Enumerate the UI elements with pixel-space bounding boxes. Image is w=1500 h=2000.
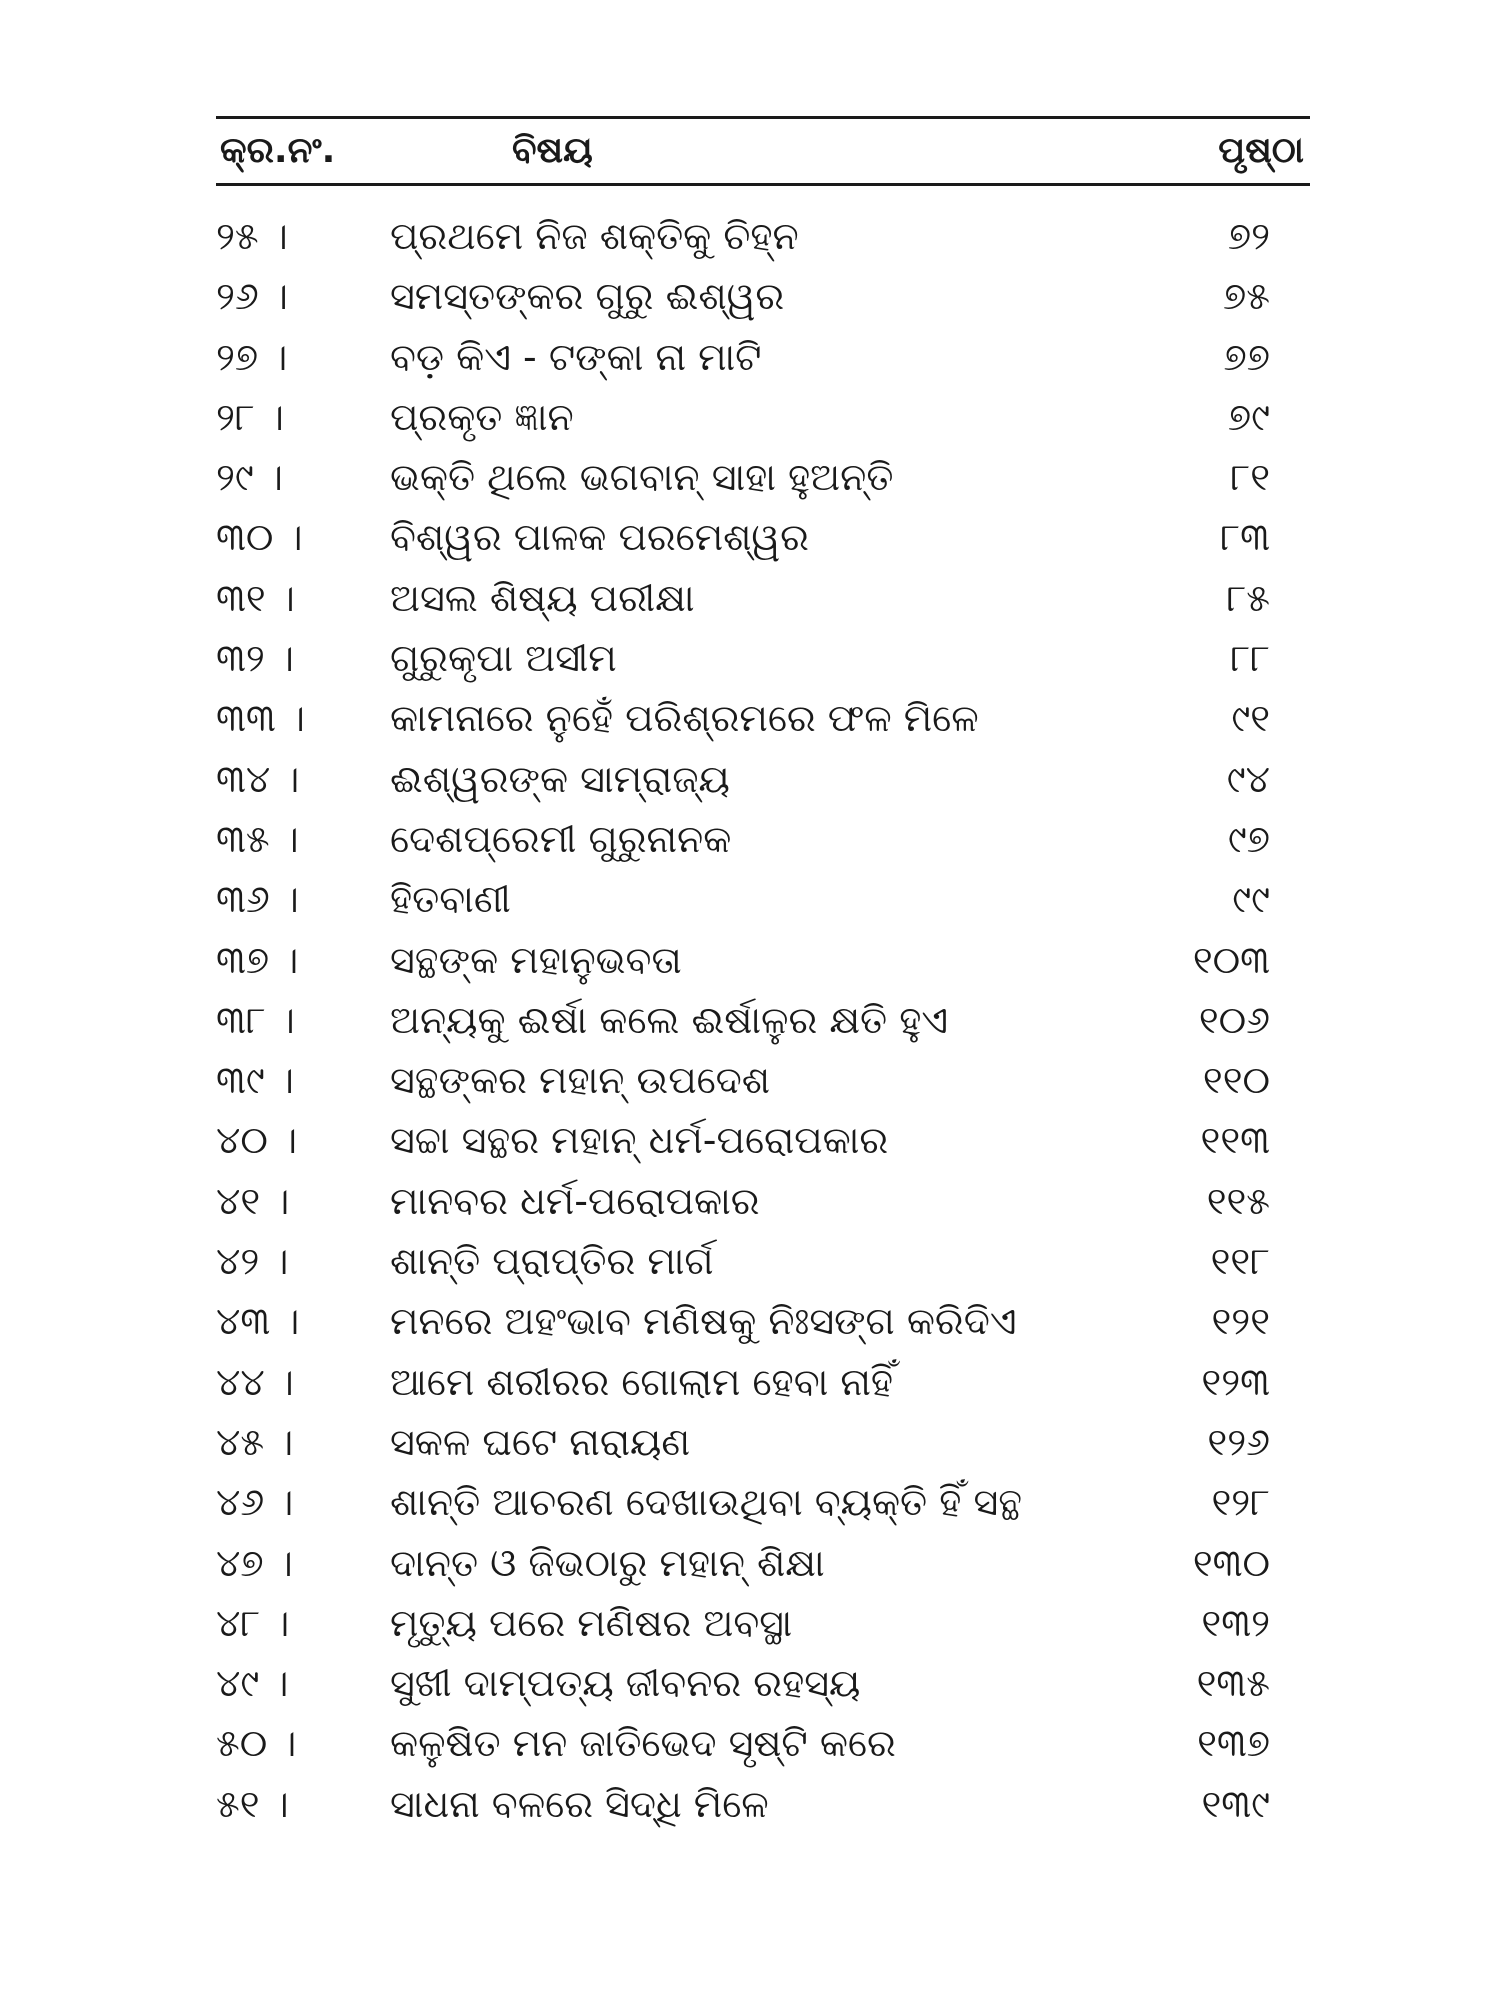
toc-row [216,869,1310,929]
toc-row [216,1231,1310,1291]
toc-row-title: କଳୁଷିତ ମନ ଜାତିଭେଦ ସୃଷ୍ଟି କରେ [390,1721,896,1766]
toc-row [216,990,1310,1050]
toc-row [216,568,1310,628]
toc-row [216,1774,1310,1834]
toc-row [216,930,1310,990]
toc-row [216,447,1310,507]
toc-row-title: ପ୍ରଥମେ ନିଜ ଶକ୍ତିକୁ ଚିହ୍ନ [390,214,799,258]
toc-row [216,327,1310,387]
toc-row-number: ୪୭ । [216,1540,293,1585]
toc-row-title: ଦାନ୍ତ ଓ ଜିଭଠାରୁ ମହାନ୍ ଶିକ୍ଷା [390,1540,825,1585]
toc-row-number: ୩୨ । [216,636,294,681]
toc-row-page: ୯୯ [1232,877,1270,922]
toc-row-number: ୪୮ । [216,1600,290,1645]
toc-row-title: ମନରେ ଅହଂଭାବ ମଣିଷକୁ ନିଃସଙ୍ଗ କରିଦିଏ [390,1299,1017,1344]
toc-row-page: ୧୧୩ [1200,1118,1270,1163]
toc-row-title: ଗୁରୁକୃପା ଅସୀମ [390,636,617,681]
toc-row-number: ୩୪ । [216,756,300,801]
toc-row-number: ୪୫ । [216,1419,294,1464]
toc-row [216,688,1310,748]
toc-row-page: ୧୩୨ [1201,1600,1270,1645]
toc-header-row [216,119,1310,183]
toc-row [216,1110,1310,1170]
toc-row-number: ୩୩ । [216,696,305,741]
toc-row-page: ୭୯ [1227,394,1270,439]
toc-row-page: ୧୧୫ [1206,1178,1270,1223]
toc-row-number: ୪୬ । [216,1480,294,1525]
toc-row-page: ୭୭ [1223,334,1270,379]
toc-row-title: ଈଶ୍ୱରଙ୍କ ସାମ୍ରାଜ୍ୟ [390,756,730,801]
toc-row-number: ୪୯ । [216,1661,289,1706]
toc-row-title: ହିତବାଣୀ [390,877,511,922]
toc-row-page: ୧୨୮ [1211,1480,1270,1525]
toc-row-page: ୧୩୦ [1192,1540,1270,1585]
toc-row-title: ଦେଶପ୍ରେମୀ ଗୁରୁନାନକ [390,816,732,861]
header-bottom-rule [216,183,1310,186]
toc-row-title: ମୃତ୍ୟୁ ପରେ ମଣିଷର ଅବସ୍ଥା [390,1600,793,1645]
header-serial-number: କ୍ର.ନଂ. [220,130,336,171]
toc-row [216,1171,1310,1231]
toc-row [216,1412,1310,1472]
toc-row-title: ପ୍ରକୃତ ଜ୍ଞାନ [390,394,574,439]
toc-row-page: ୧୦୬ [1198,997,1270,1042]
toc-row-page: ୧୩୫ [1196,1661,1270,1706]
toc-row-title: ଭକ୍ତି ଥିଲେ ଭଗବାନ୍ ସାହା ହୁଅନ୍ତି [390,455,894,500]
toc-row-page: ୧୧୦ [1202,1058,1270,1103]
toc-row-title: ସକଳ ଘଟେ ନାରାୟଣ [390,1419,691,1464]
toc-row-title: କାମନାରେ ନୁହେଁ ପରିଶ୍ରମରେ ଫଳ ମିଳେ [390,696,979,741]
toc-row-page: ୮୩ [1220,515,1270,560]
toc-row [216,1713,1310,1773]
toc-row-page: ୯୧ [1231,696,1270,741]
toc-row-title: ସନ୍ଥଙ୍କ ମହାନୁଭବତା [390,937,682,982]
header-subject: ବିଷୟ [512,130,593,171]
toc-row-title: ଶାନ୍ତି ଆଚରଣ ଦେଖାଉଥିବା ବ୍ୟକ୍ତି ହିଁ ସନ୍ଥ [390,1480,1023,1525]
toc-row-title: ବିଶ୍ୱର ପାଳକ ପରମେଶ୍ୱର [390,515,809,560]
toc-row-number: ୪୧ । [216,1178,290,1223]
toc-row-number: ୪୦ । [216,1118,298,1163]
toc-row-number: ୨୫ । [216,214,288,258]
toc-row-title: ସୁଖୀ ଦାମ୍ପତ୍ୟ ଜୀବନର ରହସ୍ୟ [390,1661,861,1706]
toc-row [216,1291,1310,1351]
toc-row [216,266,1310,326]
toc-row-number: ୪୪ । [216,1359,294,1404]
toc-row-title: ମାନବର ଧର୍ମ-ପରୋପକାର [390,1178,760,1223]
toc-table [216,116,1310,1834]
toc-row-number: ୨୬ । [216,274,288,319]
toc-row-number: ୩୯ । [216,1058,294,1103]
toc-row-number: ୫୦ । [216,1721,297,1766]
toc-row-page: ୭୫ [1223,274,1270,319]
toc-row-page: ୧୨୩ [1201,1359,1270,1404]
toc-row [216,809,1310,869]
toc-row-page: ୧୩୯ [1201,1781,1270,1826]
toc-row [216,749,1310,809]
toc-row-page: ୧୨୧ [1211,1299,1270,1344]
toc-row-page: ୧୧୮ [1210,1239,1270,1284]
toc-row [216,1352,1310,1412]
toc-row-page: ୯୪ [1226,756,1270,801]
toc-row-title: ଅସଲ ଶିଷ୍ୟ ପରୀକ୍ଷା [390,575,695,620]
toc-rows [216,206,1310,1834]
toc-row-page: ୧୨୬ [1207,1419,1270,1464]
toc-row-number: ୩୫ । [216,816,299,861]
toc-row-title: ଆମେ ଶରୀରର ଗୋଲାମ ହେବା ନାହିଁ [390,1359,894,1404]
toc-row [216,628,1310,688]
toc-row-page: ୧୦୩ [1192,937,1270,982]
toc-row-page: ୮୮ [1230,636,1270,681]
toc-row-page: ୮୫ [1226,575,1270,620]
toc-row [216,1533,1310,1593]
toc-row [216,1050,1310,1110]
toc-row-number: ୩୬ । [216,877,299,922]
toc-row-number: ୨୯ । [216,455,283,500]
toc-row [216,1593,1310,1653]
toc-row-number: ୩୧ । [216,575,295,620]
toc-row-page: ୭୨ [1227,214,1270,258]
toc-row-number: ୨୭ । [216,334,288,379]
toc-row-page: ୮୧ [1230,455,1270,500]
toc-row [216,206,1310,266]
toc-row-number: ୩୦ । [216,515,303,560]
toc-row [216,1472,1310,1532]
toc-row-title: ସାଧନା ବଳରେ ସିଦ୍ଧି ମିଳେ [390,1781,769,1826]
toc-row-number: ୩୮ । [216,997,295,1042]
toc-row [216,507,1310,567]
toc-row-number: ୩୭ । [216,937,299,982]
toc-row-title: ସନ୍ଥଙ୍କର ମହାନ୍ ଉପଦେଶ [390,1058,771,1103]
toc-row-title: ସମସ୍ତଙ୍କର ଗୁରୁ ଈଶ୍ୱର [390,274,785,319]
header-page: ପୃଷ୍ଠା [1218,130,1304,171]
toc-row-title: ଶାନ୍ତି ପ୍ରାପ୍ତିର ମାର୍ଗ [390,1239,714,1284]
toc-row-number: ୫୧ । [216,1781,289,1826]
toc-row-title: ଅନ୍ୟକୁ ଈର୍ଷା କଲେ ଈର୍ଷାଳୁର କ୍ଷତି ହୁଏ [390,997,949,1042]
toc-row-number: ୨୮ । [216,394,284,439]
toc-row-number: ୪୨ । [216,1239,289,1284]
toc-row-number: ୪୩ । [216,1299,300,1344]
toc-row [216,387,1310,447]
toc-row-title: ସଚ୍ଚା ସନ୍ଥର ମହାନ୍ ଧର୍ମ-ପରୋପକାର [390,1118,889,1163]
toc-row-page: ୯୭ [1227,816,1270,861]
toc-row-title: ବଡ଼ କିଏ - ଟଙ୍କା ନା ମାଟି [390,334,762,379]
toc-row-page: ୧୩୭ [1197,1721,1270,1766]
toc-row [216,1653,1310,1713]
